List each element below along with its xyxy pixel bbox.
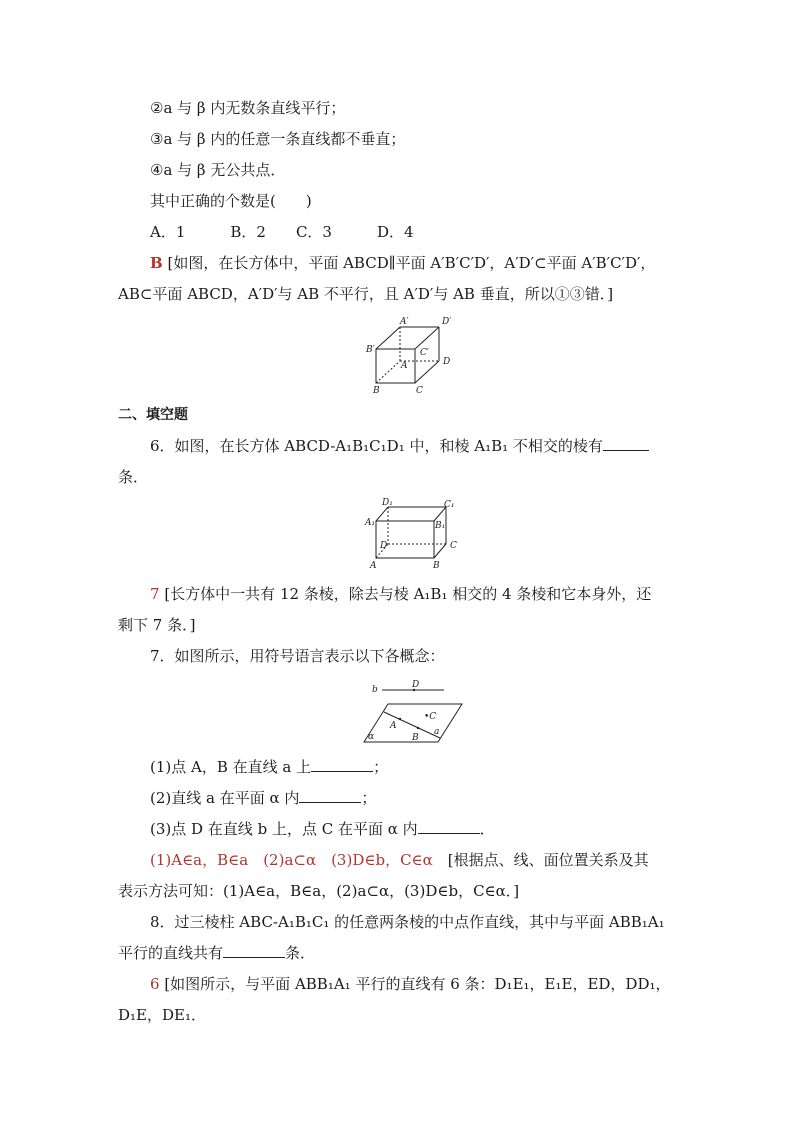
q7-part2: (2)直线 a 在平面 α 内 ； <box>150 789 377 807</box>
label-d-prime: D′ <box>442 317 452 327</box>
q6-line2: 条． <box>118 468 149 486</box>
q7-part2-text: (2)直线 a 在平面 α 内 <box>150 789 300 807</box>
q7-part3-blank <box>418 819 480 834</box>
label-c: •C <box>424 712 437 722</box>
q7-answer-red: (1)A∈a，B∈a (2)a⊂α (3)D∈b，C∈α <box>150 851 433 869</box>
label-c-prime: C′ <box>420 348 429 358</box>
label-b-prime: B′ <box>366 345 375 355</box>
label-a-line: a <box>434 727 440 737</box>
q7-part2-blank <box>299 788 361 803</box>
q8-answer-text2: D₁E，DE₁． <box>118 1006 206 1024</box>
q7-answer-black1: [根据点、线、面位置关系及其 <box>432 851 649 869</box>
label-a-point: A <box>390 721 397 731</box>
label-c: C <box>416 386 423 396</box>
q7-part1-text: (1)点 A，B 在直线 a 上 <box>150 758 312 776</box>
q7-part3-text: (3)点 D 在直线 b 上，点 C 在平面 α 内 <box>150 820 418 838</box>
q5-answer-text2: AB⊂平面 ABCD，A′D′与 AB 不平行，且 A′D′与 AB 垂直，所以①③错．] <box>118 285 614 303</box>
q5-answer-line1 <box>150 253 710 273</box>
q5-answer-text1: [如图，在长方体中，平面 ABCD∥平面 A′B′C′D′，A′D′⊂平面 A′B′C′D′， <box>167 254 656 272</box>
option-3: ③a 与 β 内的任意一条直线都不垂直； <box>150 130 406 148</box>
label-a-prime: A′ <box>400 317 409 327</box>
label-a1: A₁ <box>365 518 376 528</box>
label-d: D <box>380 541 388 551</box>
option-2: ②a 与 β 内无数条直线平行； <box>150 99 346 117</box>
front-face <box>376 521 434 558</box>
question-prompt: 其中正确的个数是( ) <box>150 192 312 210</box>
q6-blank <box>603 436 649 451</box>
q7-answer-line1 <box>150 850 710 870</box>
label-d1: D₁ <box>382 498 393 508</box>
q8-line2 <box>118 943 678 963</box>
section-title: 二、填空题 <box>118 407 188 423</box>
label-b: b <box>372 685 378 695</box>
label-a: A <box>401 361 408 371</box>
q6-answer-text2: 剩下 7 条．] <box>118 616 196 634</box>
cuboid-figure-2 <box>362 496 462 572</box>
label-b: B <box>433 561 440 571</box>
label-b: B <box>373 386 380 396</box>
q8-line1: 8．过三棱柱 ABC-A₁B₁C₁ 的任意两条棱的中点作直线，其中与平面 ABB₁A₁ <box>150 913 665 931</box>
q8-line2-text: 平行的直线共有 <box>118 944 224 962</box>
q7-part1-blank <box>311 757 373 772</box>
option-4: ④a 与 β 无公共点． <box>150 161 286 179</box>
q6-text: 6．如图，在长方体 ABCD-A₁B₁C₁D₁ 中，和棱 A₁B₁ 不相交的棱有 <box>150 437 603 455</box>
q7-answer-line2: 表示方法可知：(1)A∈a，B∈a，(2)a⊂α，(3)D∈b，C∈α．] <box>118 882 520 900</box>
q6-answer-number: 7 <box>150 585 160 603</box>
q5-answer-letter: B <box>150 254 163 272</box>
label-alpha: α <box>368 732 375 742</box>
q6-line1 <box>150 436 710 456</box>
q8-blank <box>223 943 285 958</box>
label-d: D <box>412 680 420 690</box>
plane-figure <box>362 676 472 746</box>
front-face <box>376 349 415 383</box>
answer-choices: A．1 B．2 C．3 D．4 <box>150 223 414 241</box>
q6-answer-text1: [长方体中一共有 12 条棱，除去与棱 A₁B₁ 相交的 4 条棱和它本身外，还 <box>164 585 652 603</box>
q8-answer-line1 <box>150 974 710 994</box>
q8-answer-text1: [如图所示，与平面 ABB₁A₁ 平行的直线有 6 条：D₁E₁，E₁E，ED，DD₁， <box>164 975 671 993</box>
cuboid-figure-1 <box>362 314 462 396</box>
q7-part3: (3)点 D 在直线 b 上，点 C 在平面 α 内 ． <box>150 820 495 838</box>
q7-title: 7．如图所示，用符号语言表示以下各概念： <box>150 647 445 665</box>
q8-answer-number: 6 <box>150 975 160 993</box>
label-d: D <box>443 357 451 367</box>
label-c1: C₁ <box>444 500 455 510</box>
label-a: A <box>370 561 377 571</box>
q8-line2-end: 条． <box>285 944 316 962</box>
q6-answer-line1 <box>150 584 710 604</box>
label-b-point: B <box>412 733 419 743</box>
q7-part1: (1)点 A，B 在直线 a 上 ； <box>150 758 389 776</box>
label-c: C <box>450 541 457 551</box>
label-b1: B₁ <box>435 521 446 531</box>
